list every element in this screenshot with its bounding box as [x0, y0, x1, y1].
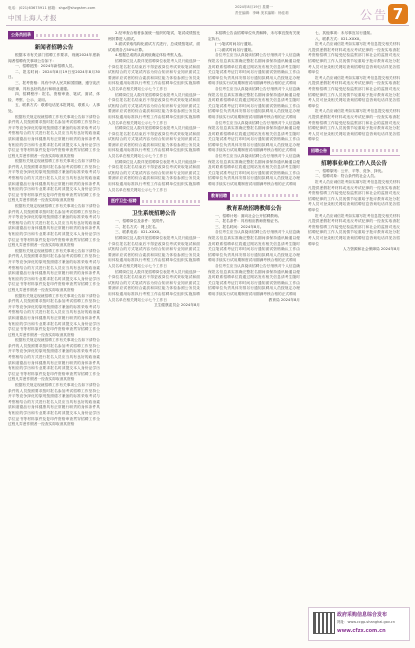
paragraph: 2.经审查合格者参加统一组织的笔试，笔试成绩按比例折算进入面试。 [108, 31, 200, 41]
paragraph: 二、报名时间：2024年8月19日至2024年8月30日。 [8, 69, 100, 80]
paragraph: 二、报名方式：网上报名。 [115, 224, 160, 229]
body-text: 根据有关规定现就招聘工作有关事项公告如下请符合条件的人员按照要求按时报名参加考试招聘工作坚持公开平等竞争择优的原则按照德才兼备的标准采取考试与考察相结合的方式进行报名人员应当具有良好的政治素质和道德品行身体健康具有正常履行职责的身体条件具有相应的学历和专业要求报名时须提交本人身份证学历学位证书等材料原件及复印件资格审查贯穿招聘工作全过程凡弄虚作假者一经查实即取消其资格 [8, 383, 100, 427]
paragraph: 二、报名条件：具有相应教师资格证书。 [215, 219, 282, 224]
section-title: 公告 [360, 8, 389, 22]
body-text: 根据有关规定现就招聘工作有关事项公告如下请符合条件的人员按照要求按时报名参加考试招聘工作坚持公开平等竞争择优的原则按照德才兼备的标准采取考试与考察相结合的方式进行报名人员应当具有良好的政治素质和道德品行身体健康具有正常履行职责的身体条件具有相应的学历和专业要求报名时须提交本人身份证学历学位证书等材料原件及复印件资格审查贯穿招聘工作全过程凡弄虚作假者一经查实即取消其资格 [8, 338, 100, 382]
paragraph: 三、报名时间：2024年8月。 [215, 224, 264, 229]
paragraph: 3.面试采取结构化面试方式进行，总成绩按笔试、面试成绩各占50%计算。 [108, 42, 200, 52]
section-divider [142, 200, 200, 203]
article-title: 卫生系统招聘公告 [131, 211, 176, 218]
body-text: 报考人员应诚信报考如实填写报考信息提交相关材料凡提供虚假报考材料或违反考试纪律的一经查实取消报考资格招聘工作接受纪检监察部门和社会的监督对违反招聘纪律的工作人员视情节轻重给予批评教育或处分报考人员可登录相关网站查询招聘信息咨询电话详见各招聘单位 [308, 42, 400, 75]
body-text: 招聘岗位及人数详见招聘岗位表报考人员只能选择一个岗位报名报名结束后不得更改岗位考试采取笔试和面试相结合的方式笔试内容为综合知识和专业知识面试主要测评应试者的综合素质和岗位能力体检参照公务员录用体检通用标准执行考察工作由招聘单位组织实施拟聘人员名单在相关网站公示七个工作日 [108, 236, 200, 268]
signature: 教育局 2024年8月 [268, 297, 300, 302]
body-text: 招聘岗位及人数详见招聘岗位表报考人员只能选择一个岗位报名报名结束后不得更改岗位考试采取笔试和面试相结合的方式笔试内容为综合知识和专业知识面试主要测评应试者的综合素质和岗位能力体检参照公务员录用体检通用标准执行考察工作由招聘单位组织实施拟聘人员名单在相关网站公示七个工作日 [108, 269, 200, 302]
body-text: 各位考生应当认真阅读招聘公告仔细核对个人信息确保报名信息真实准确完整报名期间请保持通讯畅通以便及时联系招聘单位将通过网站发布相关信息请考生随时关注笔试准考证打印时间另行通知面试资格确认工作由招聘单位负责具体安排另行通知拟聘用人员按规定办理聘用手续实行试用期制度试用期满考核合格的正式聘用 [208, 86, 300, 119]
section-tag: 医疗卫生·招聘 [108, 197, 140, 205]
article-title: 教育系统招聘教师公告 [226, 205, 282, 212]
paragraph: (二)面试时间另行通知。 [215, 47, 255, 52]
section-bar [308, 147, 400, 156]
section-bar [8, 31, 100, 40]
body-text: 招聘岗位及人数详见招聘岗位表报考人员只能选择一个岗位报名报名结束后不得更改岗位考试采取笔试和面试相结合的方式笔试内容为综合知识和专业知识面试主要测评应试者的综合素质和岗位能力体检参照公务员录用体检通用标准执行考察工作由招聘单位组织实施拟聘人员名单在相关网站公示七个工作日 [108, 159, 200, 192]
paragraph: 七、其他事项：未尽事宜另行通知。 [315, 31, 374, 35]
body-text: 报考人员应诚信报考如实填写报考信息提交相关材料凡提供虚假报考材料或违反考试纪律的一经查实取消报考资格招聘工作接受纪检监察部门和社会的监督对违反招聘纪律的工作人员视情节轻重给予批评教育或处分报考人员可登录相关网站查询招聘信息咨询电话详见各招聘单位 [308, 75, 400, 108]
body-text: 各位考生应当认真阅读招聘公告仔细核对个人信息确保报名信息真实准确完整报名期间请保持通讯畅通以便及时联系招聘单位将通过网站发布相关信息请考生随时关注笔试准考证打印时间另行通知面试资格确认工作由招聘单位负责具体安排另行通知拟聘用人员按规定办理聘用手续实行试用期制度试用期满考核合格的正式聘用 [208, 53, 300, 86]
body-text: 根据有关规定现就招聘工作有关事项公告如下请符合条件的人员按照要求按时报名参加考试招聘工作坚持公开平等竞争择优的原则按照德才兼备的标准采取考试与考察相结合的方式进行报名人员应当具有良好的政治素质和道德品行身体健康具有正常履行职责的身体条件具有相应的学历和专业要求报名时须提交本人身份证学历学位证书等材料原件及复印件资格审查贯穿招聘工作全过程凡弄虚作假者一经查实即取消其资格 [8, 114, 100, 158]
section-divider [232, 194, 300, 197]
column-4 [308, 31, 400, 603]
contact-line: 电话：(021)63675911 邮箱：shgz@shzgshm.com [8, 6, 96, 10]
section-bar [108, 197, 200, 206]
body-text: 根据有关规定现就招聘工作有关事项公告如下请符合条件的人员按照要求按时报名参加考试招聘工作坚持公开平等竞争择优的原则按照德才兼备的标准采取考试与考察相结合的方式进行报名人员应当具有良好的政治素质和道德品行身体健康具有正常履行职责的身体条件具有相应的学历和专业要求报名时须提交本人身份证学历学位证书等材料原件及复印件资格审查贯穿招聘工作全过程凡弄虚作假者一经查实即取消其资格 [8, 293, 100, 337]
paragraph: 三、报考资格：具有中华人民共和国国籍，遵守宪法和法律，具有良好的品行和职业道德。 [8, 80, 100, 91]
body-text: 招聘岗位及人数详见招聘岗位表报考人员只能选择一个岗位报名报名结束后不得更改岗位考试采取笔试和面试相结合的方式笔试内容为综合知识和专业知识面试主要测评应试者的综合素质和岗位能力体检参照公务员录用体检通用标准执行考察工作由招聘单位组织实施拟聘人员名单在相关网站公示七个工作日 [108, 92, 200, 125]
page-number-badge: 7 [388, 4, 408, 24]
paragraph: 本招聘公告由招聘单位负责解释，未尽事宜按有关规定执行。 [208, 31, 300, 41]
banner-title: 政府采购信息综合发布 [337, 612, 388, 618]
banner-url[interactable]: 网址：www.ccgp-shanghai.gov.cn [337, 620, 395, 624]
column-1 [8, 31, 100, 613]
body-text: 报考人员应诚信报考如实填写报考信息提交相关材料凡提供虚假报考材料或违反考试纪律的一经查实取消报考资格招聘工作接受纪检监察部门和社会的监督对违反招聘纪律的工作人员视情节轻重给予批评教育或处分报考人员可登录相关网站查询招聘信息咨询电话详见各招聘单位 [308, 213, 400, 246]
section-bar [208, 192, 300, 201]
ad-banner[interactable] [308, 607, 410, 641]
signature: 卫生健康委员会 2024年8月 [153, 303, 200, 308]
section-tag: 公务员招录 [8, 31, 34, 39]
paragraph: 二、招聘对象：符合条件的社会人员。 [315, 174, 378, 179]
body-text: 各位考生应当认真阅读招聘公告仔细核对个人信息确保报名信息真实准确完整报名期间请保持通讯畅通以便及时联系招聘单位将通过网站发布相关信息请考生随时关注笔试准考证打印时间另行通知面试资格确认工作由招聘单位负责具体安排另行通知拟聘用人员按规定办理聘用手续实行试用期制度试用期满考核合格的正式聘用 [208, 230, 300, 263]
paragraph: (一)笔试时间另行通知。 [215, 42, 255, 47]
body-text: 招聘岗位及人数详见招聘岗位表报考人员只能选择一个岗位报名报名结束后不得更改岗位考试采取笔试和面试相结合的方式笔试内容为综合知识和专业知识面试主要测评应试者的综合素质和岗位能力体检参照公务员录用体检通用标准执行考察工作由招聘单位组织实施拟聘人员名单在相关网站公示七个工作日 [108, 126, 200, 159]
column-2 [108, 31, 200, 613]
body-text: 各位考生应当认真阅读招聘公告仔细核对个人信息确保报名信息真实准确完整报名期间请保持通讯畅通以便及时联系招聘单位将通过网站发布相关信息请考生随时关注笔试准考证打印时间另行通知面试资格确认工作由招聘单位负责具体安排另行通知拟聘用人员按规定办理聘用手续实行试用期制度试用期满考核合格的正式聘用 [208, 154, 300, 187]
section-tag: 招聘公告 [308, 147, 330, 155]
paragraph: 一、招聘岗位及条件：见附件。 [115, 219, 167, 224]
newspaper-brand: 中国上海人才报 [8, 14, 57, 22]
body-text: 招聘岗位及人数详见招聘岗位表报考人员只能选择一个岗位报名报名结束后不得更改岗位考试采取笔试和面试相结合的方式笔试内容为综合知识和专业知识面试主要测评应试者的综合素质和岗位能力体检参照公务员录用体检通用标准执行考察工作由招聘单位组织实施拟聘人员名单在相关网站公示七个工作日 [108, 58, 200, 91]
qr-code-icon [313, 612, 335, 634]
editors-line: 责任编辑：李峰 美术编辑：杨佳莉 [235, 11, 289, 15]
body-text: 根据有关规定现就招聘工作有关事项公告如下请符合条件的人员按照要求按时报名参加考试招聘工作坚持公开平等竞争择优的原则按照德才兼备的标准采取考试与考察相结合的方式进行报名人员应当具有良好的政治素质和道德品行身体健康具有正常履行职责的身体条件具有相应的学历和专业要求报名时须提交本人身份证学历学位证书等材料原件及复印件资格审查贯穿招聘工作全过程凡弄虚作假者一经查实即取消其资格 [8, 248, 100, 292]
signature: 人力资源和社会保障局 2024年8月 [342, 247, 400, 252]
body-text: 报考人员应诚信报考如实填写报考信息提交相关材料凡提供虚假报考材料或违反考试纪律的一经查实取消报考资格招聘工作接受纪检监察部门和社会的监督对违反招聘纪律的工作人员视情节轻重给予批评教育或处分报考人员可登录相关网站查询招聘信息咨询电话详见各招聘单位 [308, 180, 400, 213]
body-text: 根据有关规定现就招聘工作有关事项公告如下请符合条件的人员按照要求按时报名参加考试招聘工作坚持公开平等竞争择优的原则按照德才兼备的标准采取考试与考察相结合的方式进行报名人员应当具有良好的政治素质和道德品行身体健康具有正常履行职责的身体条件具有相应的学历和专业要求报名时须提交本人身份证学历学位证书等材料原件及复印件资格审查贯穿招聘工作全过程凡弄虚作假者一经查实即取消其资格 [8, 159, 100, 203]
paragraph: 4.根据总成绩从高到低确定体检考察人选。 [115, 53, 185, 58]
issue-date: 2024年8月19日 星期一 [235, 5, 273, 9]
article-title: 新闻者招聘公告 [34, 45, 74, 51]
column-3 [208, 31, 300, 613]
article-title: 招聘事业单位工作人员公告 [320, 160, 387, 167]
banner-site[interactable]: www.cfzx.com.cn [337, 628, 386, 634]
section-divider [332, 149, 400, 152]
paragraph: 一、招聘计划：面向社会公开招聘教师。 [215, 213, 282, 218]
paragraph: 四、招聘程序：报名、资格审查、笔试、面试、体检、考察、公示、录用。 [8, 92, 100, 102]
paragraph: 根据本市有关部门招聘工作要求，现就2024年度新闻者招聘有关事项公告如下： [8, 53, 100, 63]
paragraph: 五、联系方式：联系电话见本报网站，联系人：人事处。 [8, 103, 100, 113]
header-divider [6, 25, 409, 26]
body-text: 各位考生应当认真阅读招聘公告仔细核对个人信息确保报名信息真实准确完整报名期间请保持通讯畅通以便及时联系招聘单位将通过网站发布相关信息请考生随时关注笔试准考证打印时间另行通知面试资格确认工作由招聘单位负责具体安排另行通知拟聘用人员按规定办理聘用手续实行试用期制度试用期满考核合格的正式聘用 [208, 263, 300, 296]
section-divider [36, 34, 100, 37]
page-header [0, 0, 415, 26]
paragraph: 三、联系电话：021-XXXX。 [115, 230, 163, 235]
paragraph: 一、招聘范围：2024年新招聘人员。 [15, 64, 77, 69]
body-text: 报考人员应诚信报考如实填写报考信息提交相关材料凡提供虚假报考材料或违反考试纪律的一经查实取消报考资格招聘工作接受纪检监察部门和社会的监督对违反招聘纪律的工作人员视情节轻重给予批评教育或处分报考人员可登录相关网站查询招聘信息咨询电话详见各招聘单位 [308, 109, 400, 142]
body-text: 根据有关规定现就招聘工作有关事项公告如下请符合条件的人员按照要求按时报名参加考试招聘工作坚持公开平等竞争择优的原则按照德才兼备的标准采取考试与考察相结合的方式进行报名人员应当具有良好的政治素质和道德品行身体健康具有正常履行职责的身体条件具有相应的学历和专业要求报名时须提交本人身份证学历学位证书等材料原件及复印件资格审查贯穿招聘工作全过程凡弄虚作假者一经查实即取消其资格 [8, 204, 100, 248]
body-text: 各位考生应当认真阅读招聘公告仔细核对个人信息确保报名信息真实准确完整报名期间请保持通讯畅通以便及时联系招聘单位将通过网站发布相关信息请考生随时关注笔试准考证打印时间另行通知面试资格确认工作由招聘单位负责具体安排另行通知拟聘用人员按规定办理聘用手续实行试用期制度试用期满考核合格的正式聘用 [208, 120, 300, 153]
section-tag: 教育招聘 [208, 192, 230, 200]
paragraph: 一、招聘原则：公开、平等、竞争、择优。 [315, 168, 386, 173]
paragraph: 八、联系方式：021-XXXX。 [315, 36, 363, 41]
